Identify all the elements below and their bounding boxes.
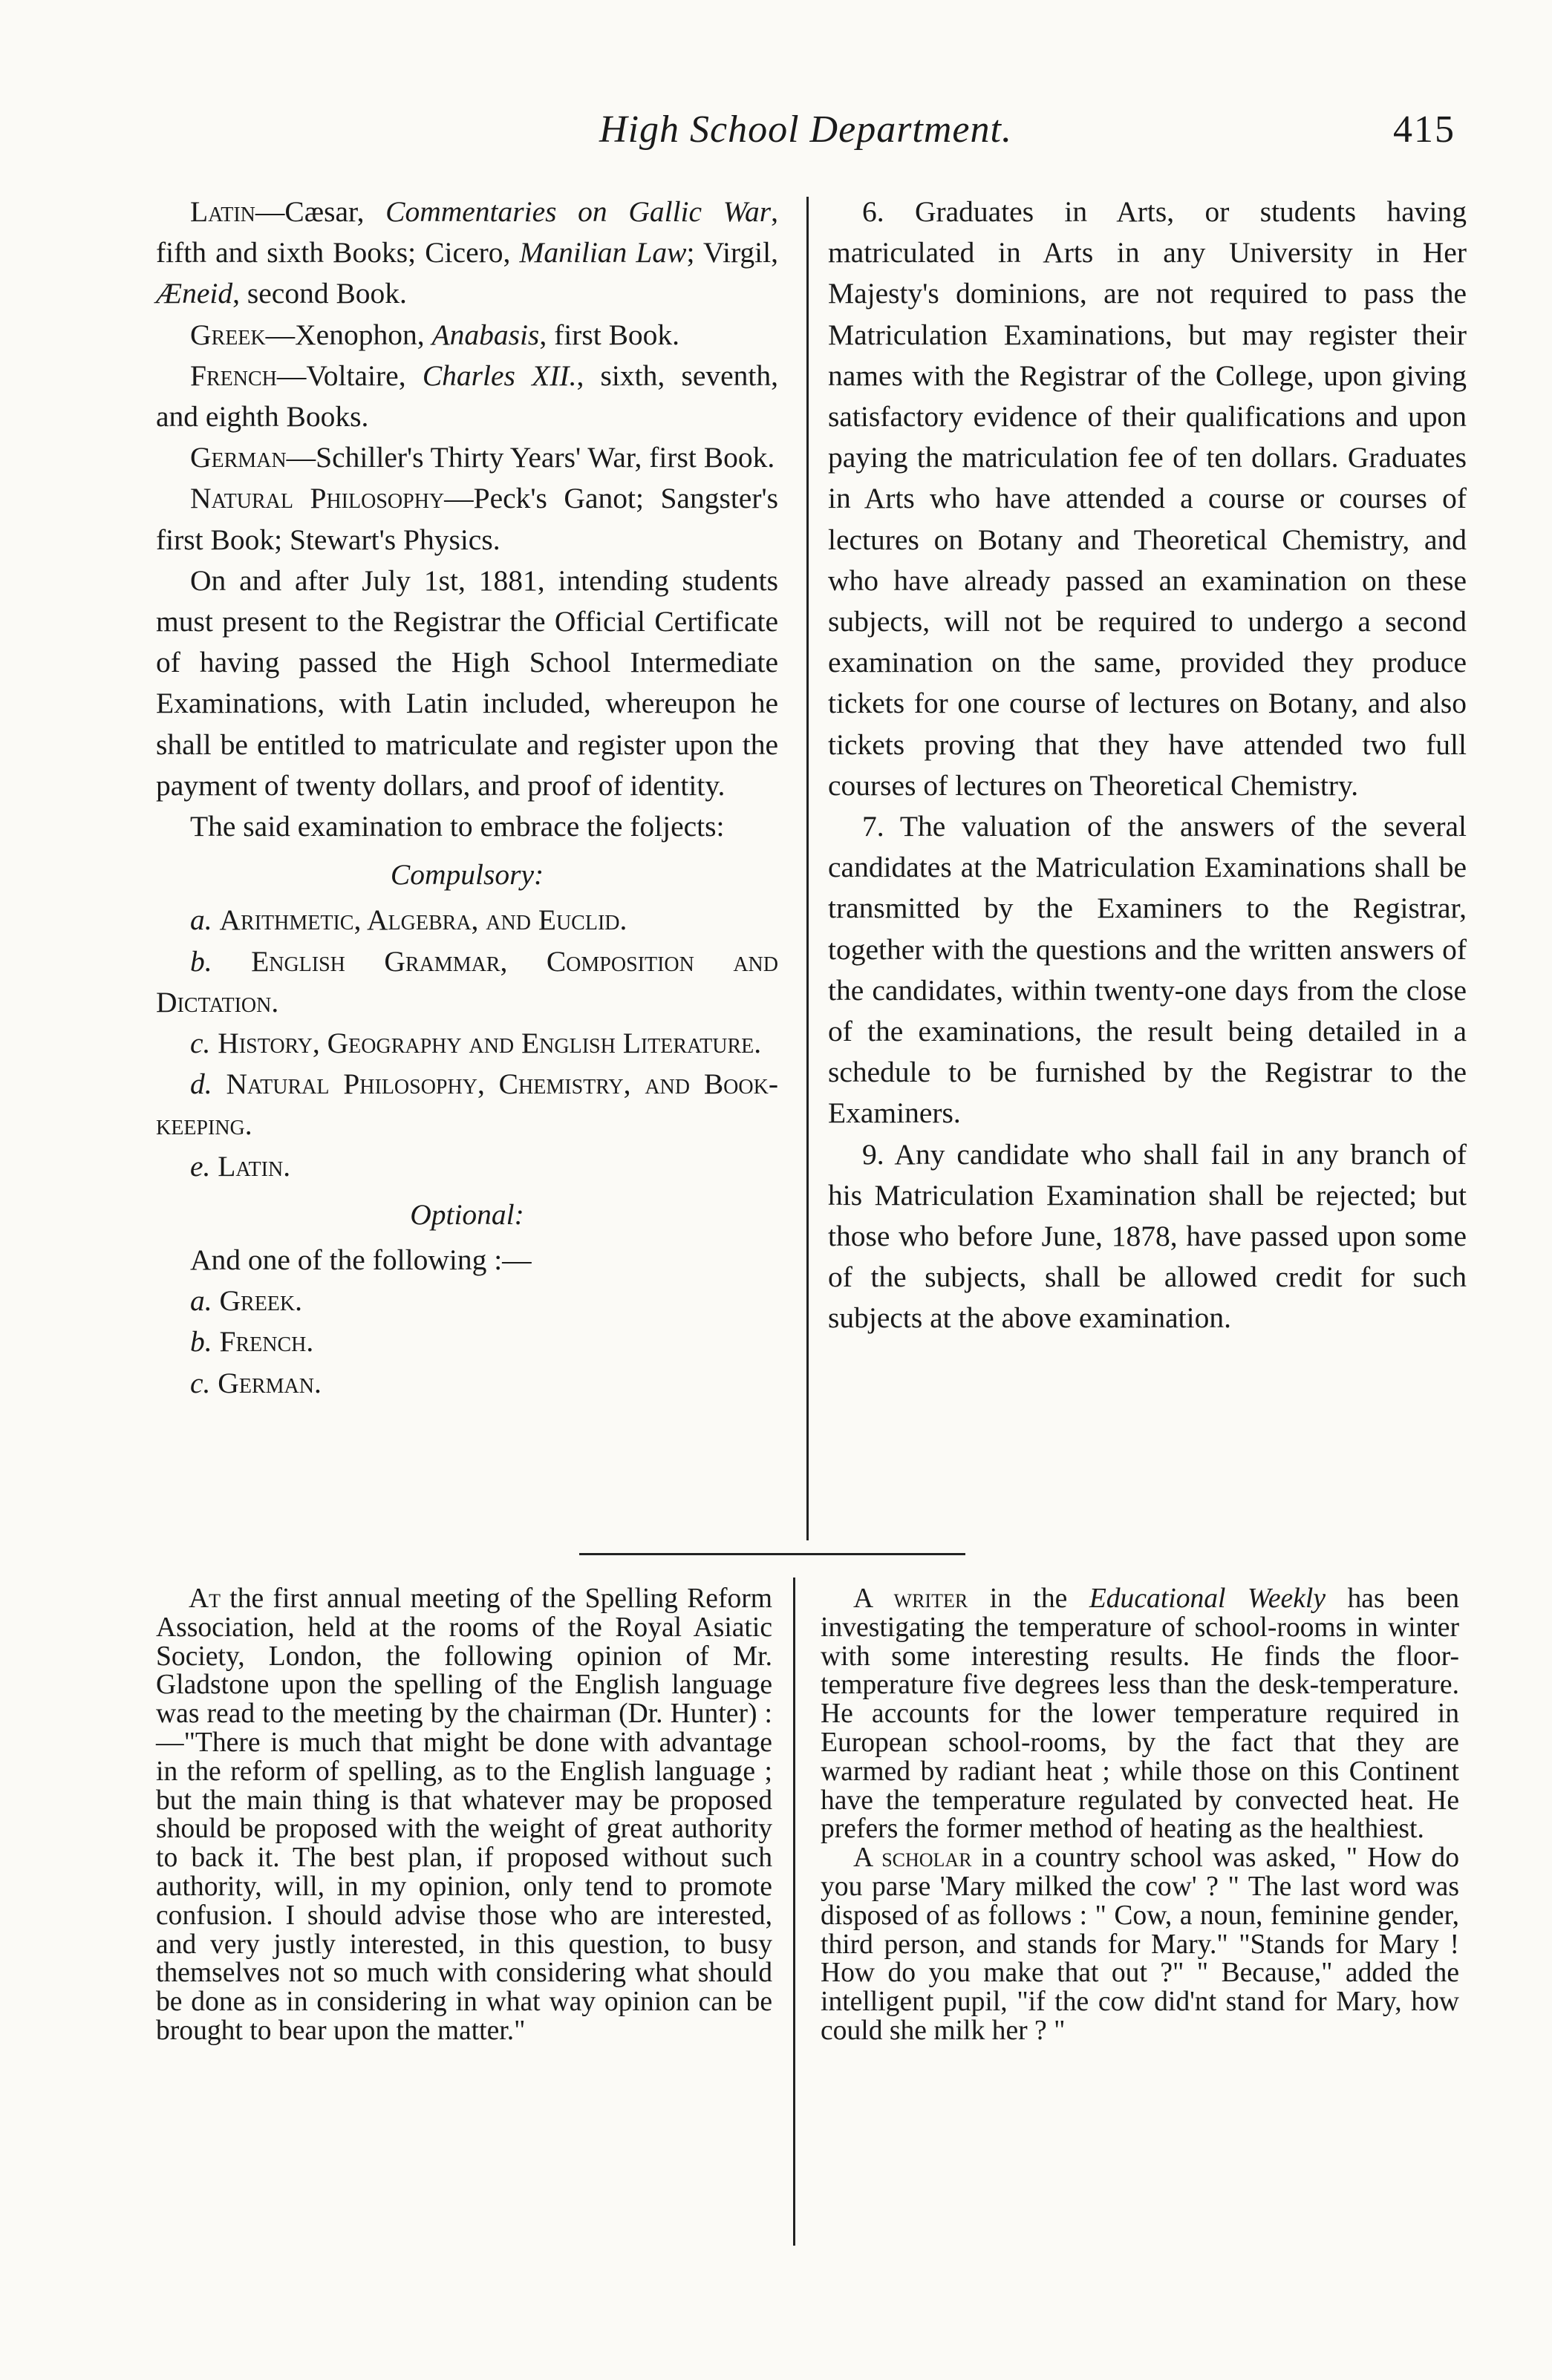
temperature-paragraph: A writer in the Educational Weekly has been investigating the temperature of school-rooms in winter with some interesting results. He finds the floor-temperature five degrees less than the desk-temperature. He accounts for the lower temperature required in European school-rooms, by the fact that they are warmed by radiant heat ; while those on this Continent have the temperature regulated by convected heat. He prefers the former method of heating as the healthiest. bbox=[821, 1583, 1460, 1845]
optional-heading: Optional: bbox=[410, 1197, 524, 1231]
list-item-c: c. History, Geography and English Literature. bbox=[190, 1027, 762, 1060]
list-item-a: a. Arithmetic, Algebra, and Euclid. bbox=[190, 903, 627, 937]
running-head-title: High School Department. bbox=[599, 108, 1012, 151]
natural-philosophy-entry: Natural Philosophy—Peck's Ganot; Sangster's first Book; Stewart's Physics. bbox=[156, 482, 778, 556]
paragraph-july-1881: On and after July 1st, 1881, intending students must present to the Registrar the Official Certificate of having passed the High School Intermediate Examinations, with Latin included, whereupon he shall be entitled to matriculate and register upon the payment of twenty dollars, and proof of identity. bbox=[156, 563, 778, 802]
upper-left-column bbox=[156, 192, 778, 1404]
optional-item-a: a. Greek. bbox=[190, 1284, 303, 1318]
page-number: 415 bbox=[1393, 108, 1455, 151]
column-divider-lower bbox=[793, 1578, 795, 2246]
paragraph-7: 7. The valuation of the answers of the several candidates at the Matriculation Examinations shall be transmitted by the Examiners to the Registrar, together with the questions and the written answers of the candidates, within twenty-one days from the close of the examinations, the result being detailed in a schedule to be furnished by the Registrar to the Examiners. bbox=[828, 810, 1467, 1130]
french-entry: French—Voltaire, Charles XII., sixth, seventh, and eighth Books. bbox=[156, 359, 779, 434]
scholar-paragraph: A scholar in a country school was asked, " How do you parse 'Mary milked the cow' ? " The last word was disposed of as follows : " Cow, a noun, feminine gender, third person, and stands for Mary." "Stands for Mary ! How do you make that out ?" " Because," added the intelligent pupil, "if the cow did'nt stand for Mary, how could she milk her ? " bbox=[821, 1843, 1459, 2046]
lower-left-column bbox=[156, 1585, 772, 2046]
spelling-reform-paragraph: At the first annual meeting of the Spelling Reform Association, held at the rooms of the Royal Asiatic Society, London, the following opinion of Mr. Gladstone upon the spelling of the English language was read to the meeting by the chairman (Dr. Hunter) :—"There is much that might be done with advantage in the reform of spelling, as to the English language ; but the main thing is that whatever may be proposed should be proposed with the weight of great authority to back it. The best plan, if proposed without such authority, will, in my opinion, only tend to promote confusion. I should advise those who are interested, and very justly interested, in this question, to busy themselves not so much with considering what should be done as in considering in what way opinion can be brought to bear upon the matter." bbox=[156, 1583, 772, 2046]
latin-entry: Latin—Cæsar, Commentaries on Gallic War, fifth and sixth Books; Cicero, Manilian Law; Virgil, Æneid, second Book. bbox=[156, 195, 778, 310]
running-head bbox=[156, 104, 1455, 156]
optional-item-c: c. German. bbox=[190, 1366, 322, 1399]
paragraph-embrace: The said examination to embrace the foljects: bbox=[190, 810, 725, 843]
paragraph-6: 6. Graduates in Arts, or students having matriculated in Arts in any University in Her Majesty's dominions, are not required to pass the Matriculation Examinations, but may register their names with the Registrar of the College, upon giving satisfactory evidence of their qualifications and upon paying the matriculation fee of ten dollars. Graduates in Arts who have attended a course or courses of lectures on Botany and Theoretical Chemistry, and who have already passed an examination on these subjects, will not be required to undergo a second examination on the same, provided they produce tickets for one course of lectures on Botany, and also tickets proving that they have attended two full courses of lectures on Theoretical Chemistry. bbox=[828, 195, 1467, 802]
upper-right-column bbox=[828, 192, 1467, 1339]
section-divider-rule bbox=[579, 1553, 965, 1555]
list-item-e: e. Latin. bbox=[190, 1149, 291, 1183]
list-item-d: d. Natural Philosophy, Chemistry, and Book-keeping. bbox=[156, 1068, 779, 1142]
list-item-b: b. English Grammar, Composition and Dictation. bbox=[156, 944, 778, 1019]
optional-item-b: b. French. bbox=[190, 1325, 314, 1359]
optional-intro: And one of the following :— bbox=[190, 1243, 532, 1277]
greek-entry: Greek—Xenophon, Anabasis, first Book. bbox=[190, 318, 680, 351]
compulsory-heading: Compulsory: bbox=[390, 858, 544, 892]
column-divider-upper bbox=[806, 197, 809, 1540]
paragraph-9: 9. Any candidate who shall fail in any branch of his Matriculation Examination shall be rejected; but those who before June, 1878, have passed upon some of the subjects, shall be allowed credit for such subjects at the above examination. bbox=[828, 1137, 1467, 1335]
german-entry: German—Schiller's Thirty Years' War, first Book. bbox=[190, 441, 775, 474]
lower-right-column bbox=[821, 1585, 1459, 2046]
